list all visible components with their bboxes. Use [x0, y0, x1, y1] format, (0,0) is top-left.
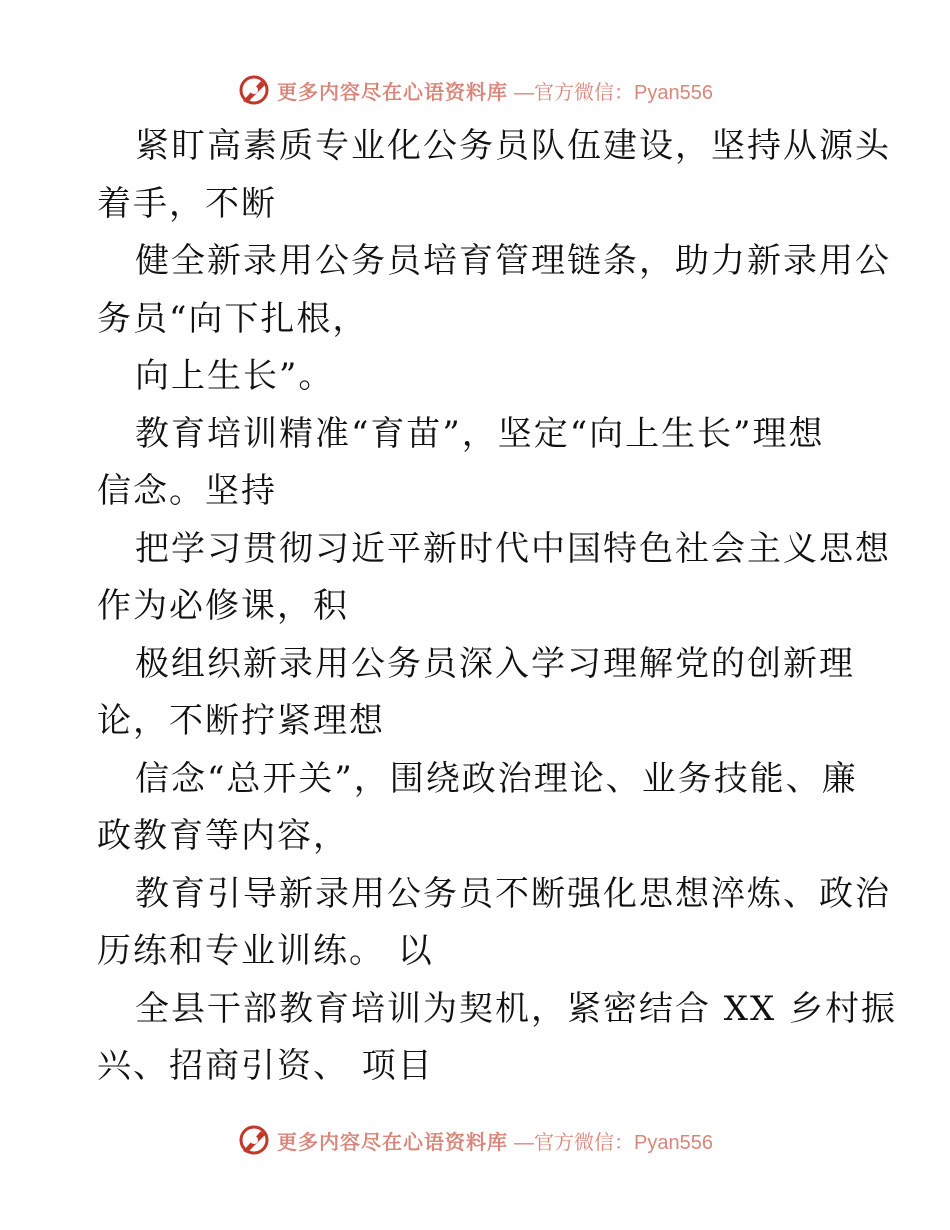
body-line: 向上生长”。: [135, 356, 335, 396]
pen-logo-icon: [237, 73, 271, 107]
body-line: 把学习贯彻习近平新时代中国特色社会主义思想: [135, 528, 891, 569]
header-banner-text: 更多内容尽在心语资料库: [277, 79, 509, 104]
footer-banner-wechat: —官方微信：Pyan556: [514, 1131, 713, 1154]
body-line: 极组织新录用公务员深入学习理解党的创新理: [135, 643, 855, 684]
document-body: [97, 118, 898, 1096]
footer-banner: [0, 1120, 950, 1160]
body-line: 教育引导新录用公务员不断强化思想淬炼、政治: [135, 873, 891, 914]
body-line: 全县干部教育培训为契机，紧密结合 XX 乡村振: [135, 988, 898, 1029]
body-line: 论，不断拧紧理想: [97, 701, 385, 741]
pen-logo-icon: [237, 1123, 271, 1157]
body-line: 兴、招商引资、 项目: [97, 1046, 434, 1086]
body-line: 信念“总开关”，围绕政治理论、业务技能、廉: [135, 758, 858, 799]
body-line: 务员“向下扎根，: [97, 298, 369, 339]
body-line: 紧盯高素质专业化公务员队伍建设，坚持从源头: [135, 126, 891, 166]
body-line: 信念。坚持: [97, 471, 277, 511]
body-line: 着手，不断: [97, 183, 277, 224]
header-banner-wechat: —官方微信：Pyan556: [514, 81, 713, 104]
body-line: 作为必修课，积: [97, 586, 349, 626]
body-line: 历练和专业训练。 以: [97, 931, 434, 971]
body-line: 教育培训精准“育苗”，坚定“向上生长”理想: [135, 413, 825, 454]
body-line: 健全新录用公务员培育管理链条，助力新录用公: [135, 241, 891, 281]
footer-banner-text: 更多内容尽在心语资料库: [277, 1129, 509, 1154]
header-banner: [0, 70, 950, 110]
body-line: 政教育等内容，: [97, 816, 349, 856]
